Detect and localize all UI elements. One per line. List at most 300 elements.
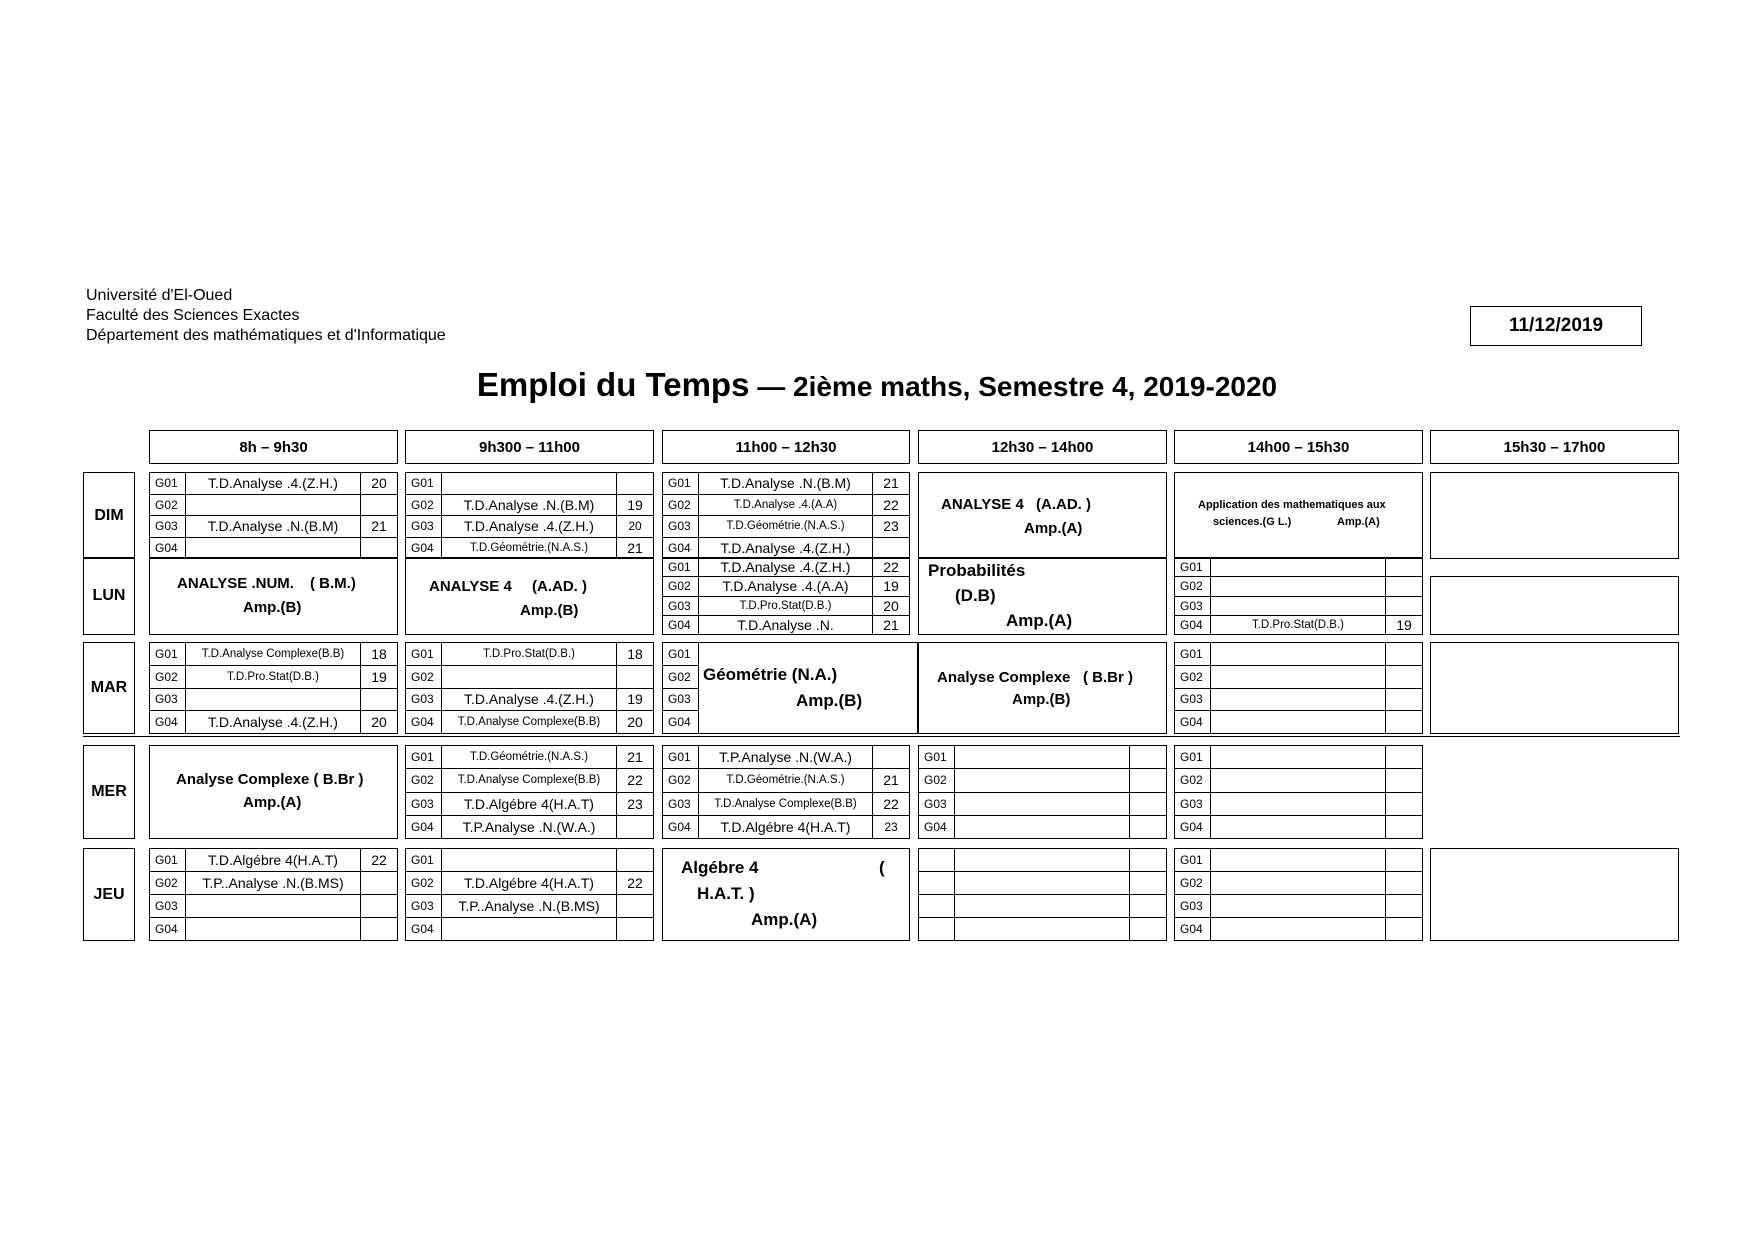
room-cell: 19 <box>627 496 643 513</box>
title-main: Emploi du Temps <box>476 366 750 403</box>
room-cell <box>1386 872 1422 894</box>
group-row <box>1175 689 1422 712</box>
group-label: G04 <box>663 538 699 559</box>
group-label: G04 <box>663 616 699 634</box>
lecture-room: Amp.(B) <box>1012 691 1071 708</box>
room-cell <box>361 495 397 516</box>
lecture-course: Algébre 4 <box>681 858 759 877</box>
group-label: G04 <box>150 918 186 940</box>
room-cell <box>1130 849 1166 871</box>
course-cell: T.P..Analyse .N.(B.MS) <box>442 895 617 917</box>
room-cell <box>1386 918 1422 940</box>
jeu-slot1-groups <box>149 848 398 941</box>
lecture-course: Analyse Complexe <box>937 669 1071 686</box>
group-row <box>1175 711 1422 733</box>
course-cell <box>442 473 617 494</box>
course-cell: T.D.Analyse .4.(Z.H.) <box>442 516 617 537</box>
group-row <box>1175 577 1422 596</box>
group-row <box>150 689 397 712</box>
course-cell: T.P..Analyse .N.(B.MS) <box>186 872 361 894</box>
mar-slot2-groups <box>405 642 654 734</box>
room-cell: 21 <box>883 616 899 633</box>
course-cell <box>442 918 617 940</box>
course-cell <box>1211 769 1386 791</box>
lecture-room: Amp.(A) <box>243 794 302 811</box>
lecture-teacher: ( B.Br ) <box>1083 669 1133 686</box>
jeu-slot3-lecture <box>662 848 910 941</box>
group-label: G04 <box>406 918 442 940</box>
group-label: G04 <box>663 816 699 838</box>
group-label: G03 <box>1175 689 1211 711</box>
room-cell <box>1386 849 1422 871</box>
group-label: G01 <box>406 849 442 871</box>
group-label: G01 <box>406 643 442 665</box>
room-cell <box>1130 895 1166 917</box>
group-label: G03 <box>663 689 698 712</box>
dim-slot5-lecture <box>1174 472 1423 559</box>
group-label <box>919 849 955 871</box>
group-row <box>1175 816 1422 838</box>
course-cell <box>955 746 1130 768</box>
page-title <box>0 366 1754 404</box>
room-cell <box>617 849 653 871</box>
course-cell: T.D.Pro.Stat(D.B.) <box>1211 616 1386 634</box>
group-label: G01 <box>1175 746 1211 768</box>
group-row <box>663 616 909 634</box>
dim-slot4-lecture <box>918 472 1167 559</box>
course-cell <box>955 769 1130 791</box>
room-cell <box>1386 816 1422 838</box>
group-label: G03 <box>663 597 699 615</box>
group-row <box>406 918 653 940</box>
course-cell <box>1211 793 1386 815</box>
dim-slot3-groups <box>662 472 910 559</box>
course-cell <box>955 816 1130 838</box>
dim-slot2-groups <box>405 472 654 559</box>
mar-slot3-lecture <box>662 642 918 734</box>
group-label: G02 <box>150 666 186 688</box>
course-cell <box>186 895 361 917</box>
group-row <box>406 643 653 666</box>
group-row <box>919 849 1166 872</box>
course-cell <box>442 849 617 871</box>
group-row <box>406 895 653 918</box>
course-cell: T.D.Algébre 4(H.A.T) <box>699 816 873 838</box>
group-label: G01 <box>663 746 699 768</box>
group-label: G01 <box>663 558 699 576</box>
room-cell <box>873 746 909 768</box>
course-cell: T.D.Algébre 4(H.A.T) <box>186 849 361 871</box>
room-cell <box>1386 558 1422 576</box>
group-row <box>406 711 653 733</box>
group-row <box>1175 872 1422 895</box>
room-cell: 22 <box>371 852 387 868</box>
course-cell: T.D.Géométrie.(N.A.S.) <box>699 769 873 791</box>
group-label: G04 <box>1175 616 1211 634</box>
course-cell <box>186 538 361 559</box>
group-row <box>406 872 653 895</box>
group-label: G04 <box>1175 816 1211 838</box>
mar-slot4-lecture <box>918 642 1167 734</box>
group-row <box>663 538 909 559</box>
course-cell: T.D.Analyse .N. <box>699 616 873 634</box>
course-cell: T.D.Analyse .4.(A.A) <box>699 577 873 595</box>
title-sub: — 2ième maths, Semestre 4, 2019-2020 <box>749 371 1278 402</box>
group-row <box>1175 746 1422 769</box>
room-cell <box>1386 711 1422 733</box>
group-label: G02 <box>1175 577 1211 595</box>
lecture-room: Amp.(B) <box>243 599 302 616</box>
group-row <box>1175 643 1422 666</box>
group-row <box>406 689 653 712</box>
group-label: G04 <box>919 816 955 838</box>
group-label <box>919 918 955 940</box>
slot-header-3: 11h00 – 12h30 <box>662 430 910 464</box>
course-cell <box>955 895 1130 917</box>
room-cell <box>361 895 397 917</box>
group-row <box>663 816 909 838</box>
group-label: G02 <box>663 769 699 791</box>
day-mer: MER <box>83 745 135 839</box>
lecture-teacher: ( B.M.) <box>310 575 356 592</box>
lun-slot4-lecture <box>918 557 1167 635</box>
lun-slot3-groups <box>662 557 910 635</box>
room-cell <box>361 538 397 559</box>
course-cell <box>1211 895 1386 917</box>
jeu-slot6-empty <box>1430 848 1679 941</box>
group-row <box>663 793 909 816</box>
course-cell <box>955 872 1130 894</box>
course-cell: T.D.Analyse .4.(Z.H.) <box>186 711 361 733</box>
group-label: G02 <box>663 666 698 689</box>
group-label: G01 <box>150 473 186 494</box>
room-cell <box>361 872 397 894</box>
course-cell <box>1211 666 1386 688</box>
course-cell: T.D.Géométrie.(N.A.S.) <box>442 746 617 768</box>
room-cell <box>1386 643 1422 665</box>
room-cell <box>1130 872 1166 894</box>
group-column <box>663 643 699 733</box>
group-label: G03 <box>406 689 442 711</box>
group-row <box>150 918 397 940</box>
lecture-teacher: sciences.(G L.) <box>1213 516 1292 528</box>
group-row <box>919 918 1166 940</box>
course-cell <box>186 495 361 516</box>
slot-header-6: 15h30 – 17h00 <box>1430 430 1679 464</box>
group-row <box>406 495 653 517</box>
group-label: G03 <box>406 793 442 815</box>
room-cell: 19 <box>1396 616 1412 633</box>
faculty-name: Faculté des Sciences Exactes <box>86 307 300 324</box>
group-row <box>663 495 909 517</box>
course-cell <box>1211 597 1386 615</box>
room-cell <box>617 473 653 494</box>
lecture-course: Probabilités <box>928 561 1026 580</box>
group-row <box>1175 769 1422 792</box>
jeu-slot2-groups <box>405 848 654 941</box>
room-cell <box>1130 816 1166 838</box>
room-cell: 21 <box>371 518 387 535</box>
lecture-room: Amp.(A) <box>1024 520 1083 537</box>
room-cell: 22 <box>627 772 643 789</box>
group-row <box>919 816 1166 838</box>
group-label: G03 <box>663 516 699 537</box>
group-label: G02 <box>150 495 186 516</box>
mer-slot3-groups <box>662 745 910 839</box>
course-cell: T.D.Analyse .N.(B.M) <box>186 516 361 537</box>
room-cell: 20 <box>883 597 899 614</box>
day-jeu: JEU <box>83 848 135 941</box>
group-label: G02 <box>919 769 955 791</box>
group-label: G02 <box>406 872 442 894</box>
group-label: G02 <box>1175 872 1211 894</box>
group-row <box>150 849 397 872</box>
room-cell <box>1386 666 1422 688</box>
group-label: G02 <box>150 872 186 894</box>
group-row <box>1175 666 1422 689</box>
course-cell: T.D.Algébre 4(H.A.T) <box>442 793 617 815</box>
course-cell <box>1211 689 1386 711</box>
course-cell <box>955 918 1130 940</box>
group-label: G03 <box>406 895 442 917</box>
course-cell: T.D.Analyse .N.(B.M) <box>442 495 617 516</box>
group-row <box>1175 895 1422 918</box>
course-cell: T.D.Analyse Complexe(B.B) <box>442 711 617 733</box>
room-cell: 22 <box>883 795 899 812</box>
group-row <box>919 793 1166 816</box>
lecture-course: ANALYSE 4 <box>941 496 1024 513</box>
group-label: G01 <box>406 746 442 768</box>
course-cell <box>1211 872 1386 894</box>
course-cell <box>1211 711 1386 733</box>
group-row <box>150 895 397 918</box>
room-cell <box>1386 689 1422 711</box>
room-cell: 23 <box>884 819 898 834</box>
group-label: G01 <box>1175 849 1211 871</box>
course-cell: T.D.Analyse .4.(A.A) <box>699 495 873 516</box>
group-row <box>150 643 397 666</box>
lun-slot1-lecture <box>149 557 398 635</box>
group-label: G02 <box>406 769 442 791</box>
group-row <box>406 793 653 816</box>
lecture-teacher: H.A.T. ) <box>697 884 755 903</box>
course-cell: T.P.Analyse .N.(W.A.) <box>699 746 873 768</box>
lecture-room: Amp.(A) <box>1337 516 1380 528</box>
lecture-teacher: (A.AD. ) <box>532 578 587 595</box>
group-label: G01 <box>406 473 442 494</box>
dim-slot1-groups <box>149 472 398 559</box>
group-row <box>919 746 1166 769</box>
group-row <box>150 495 397 517</box>
day-lun: LUN <box>83 557 135 635</box>
lecture-room: Amp.(A) <box>1006 611 1073 630</box>
room-cell <box>617 666 653 688</box>
group-row <box>1175 793 1422 816</box>
room-cell <box>1130 793 1166 815</box>
room-cell: 21 <box>627 749 643 766</box>
room-cell: 23 <box>627 795 643 812</box>
group-row <box>406 849 653 872</box>
group-label: G03 <box>1175 793 1211 815</box>
mer-slot5-groups <box>1174 745 1423 839</box>
group-label: G02 <box>663 495 699 516</box>
room-cell <box>617 918 653 940</box>
group-row <box>1175 558 1422 577</box>
jeu-slot5-groups <box>1174 848 1423 941</box>
course-cell: T.D.Géométrie.(N.A.S.) <box>442 538 617 559</box>
room-cell <box>1386 597 1422 615</box>
group-label: G02 <box>663 577 699 595</box>
group-row <box>919 769 1166 792</box>
group-label: G04 <box>406 538 442 559</box>
lecture-course: Analyse Complexe ( B.Br ) <box>176 771 364 788</box>
group-row <box>663 558 909 577</box>
day-mar: MAR <box>83 642 135 734</box>
course-cell <box>1211 643 1386 665</box>
group-label: G04 <box>150 538 186 559</box>
group-label: G04 <box>150 711 186 733</box>
course-cell <box>186 689 361 711</box>
slot-header-1: 8h – 9h30 <box>149 430 398 464</box>
group-label <box>919 872 955 894</box>
room-cell <box>1130 769 1166 791</box>
lecture-room: Amp.(B) <box>520 602 579 619</box>
room-cell: 18 <box>627 645 643 662</box>
lun-slot2-lecture <box>405 557 654 635</box>
date-box: 11/12/2019 <box>1470 306 1642 346</box>
group-label <box>919 895 955 917</box>
room-cell: 19 <box>627 691 643 708</box>
room-cell: 19 <box>371 668 387 685</box>
group-row <box>1175 616 1422 634</box>
course-cell: T.D.Analyse Complexe(B.B) <box>699 793 873 815</box>
room-cell <box>617 895 653 917</box>
row-divider-line <box>83 736 1680 737</box>
university-name: Université d'El-Oued <box>86 287 233 304</box>
group-row <box>150 872 397 895</box>
group-row <box>150 666 397 689</box>
group-label: G01 <box>150 643 186 665</box>
room-cell: 20 <box>371 714 387 731</box>
course-cell <box>1211 558 1386 576</box>
mer-slot4-groups <box>918 745 1167 839</box>
group-row <box>406 473 653 495</box>
course-cell: T.D.Analyse Complexe(B.B) <box>442 769 617 791</box>
course-cell: T.D.Analyse .4.(Z.H.) <box>699 558 873 576</box>
mer-slot1-lecture <box>149 745 398 839</box>
lecture-course: ANALYSE .NUM. <box>177 575 294 592</box>
group-label: G03 <box>150 895 186 917</box>
lecture-course: ANALYSE 4 <box>429 578 512 595</box>
day-dim: DIM <box>83 472 135 559</box>
group-row <box>406 746 653 769</box>
group-label: G03 <box>663 793 699 815</box>
group-row <box>919 872 1166 895</box>
group-label: G03 <box>150 689 186 711</box>
course-cell: T.D.Algébre 4(H.A.T) <box>442 872 617 894</box>
group-row <box>406 516 653 538</box>
course-cell: T.D.Analyse .N.(B.M) <box>699 473 873 494</box>
group-row <box>1175 849 1422 872</box>
group-row <box>406 769 653 792</box>
course-cell: T.D.Pro.Stat(D.B.) <box>186 666 361 688</box>
room-cell: 20 <box>627 714 643 731</box>
room-cell <box>1130 746 1166 768</box>
group-label: G01 <box>1175 558 1211 576</box>
course-cell: T.D.Analyse .4.(Z.H.) <box>442 689 617 711</box>
room-cell: 21 <box>627 539 643 556</box>
group-row <box>150 473 397 495</box>
group-label: G01 <box>663 643 698 666</box>
lun-slot5-groups <box>1174 557 1423 635</box>
course-cell <box>1211 849 1386 871</box>
group-row <box>919 895 1166 918</box>
room-cell <box>361 689 397 711</box>
group-label: G03 <box>406 516 442 537</box>
group-label: G01 <box>1175 643 1211 665</box>
room-cell: 21 <box>883 772 899 789</box>
group-label: G04 <box>1175 711 1211 733</box>
room-cell <box>1386 895 1422 917</box>
group-label: G03 <box>1175 895 1211 917</box>
lecture-course: Géométrie (N.A.) <box>703 665 838 684</box>
course-cell <box>955 849 1130 871</box>
lecture-teacher: (D.B) <box>955 586 996 605</box>
dim-slot6-empty <box>1430 472 1679 559</box>
group-row <box>663 746 909 769</box>
group-row <box>663 577 909 596</box>
group-label: G03 <box>919 793 955 815</box>
mer-slot2-groups <box>405 745 654 839</box>
room-cell <box>1386 769 1422 791</box>
group-row <box>406 666 653 689</box>
lecture-paren: ( <box>879 858 885 877</box>
lecture-teacher: (A.AD. ) <box>1036 496 1091 513</box>
group-row <box>406 538 653 559</box>
group-label: G02 <box>406 666 442 688</box>
room-cell <box>1386 746 1422 768</box>
department-name: Département des mathématiques et d'Informatique <box>86 327 446 344</box>
group-row <box>663 473 909 495</box>
lun-slot6-empty <box>1430 576 1679 635</box>
group-label: G01 <box>919 746 955 768</box>
room-cell: 21 <box>883 475 899 492</box>
course-cell <box>955 793 1130 815</box>
course-cell <box>186 918 361 940</box>
room-cell: 22 <box>627 875 643 891</box>
room-cell: 19 <box>883 578 899 595</box>
room-cell: 22 <box>883 496 899 513</box>
room-cell <box>1386 793 1422 815</box>
mar-slot6-empty <box>1430 642 1679 734</box>
group-label: G03 <box>1175 597 1211 615</box>
group-label: G01 <box>663 473 699 494</box>
course-cell: T.D.Analyse .4.(Z.H.) <box>186 473 361 494</box>
group-row <box>1175 918 1422 940</box>
group-row <box>663 597 909 616</box>
room-cell: 18 <box>371 645 387 662</box>
course-cell: T.D.Analyse .4.(Z.H.) <box>699 538 873 559</box>
group-label: G04 <box>1175 918 1211 940</box>
course-cell: T.D.Pro.Stat(D.B.) <box>442 643 617 665</box>
slot-header-4: 12h30 – 14h00 <box>918 430 1167 464</box>
room-cell <box>617 816 653 838</box>
mar-slot5-groups <box>1174 642 1423 734</box>
lecture-room: Amp.(B) <box>796 691 863 710</box>
course-cell: T.D.Géométrie.(N.A.S.) <box>699 516 873 537</box>
group-label: G01 <box>150 849 186 871</box>
course-cell <box>1211 577 1386 595</box>
